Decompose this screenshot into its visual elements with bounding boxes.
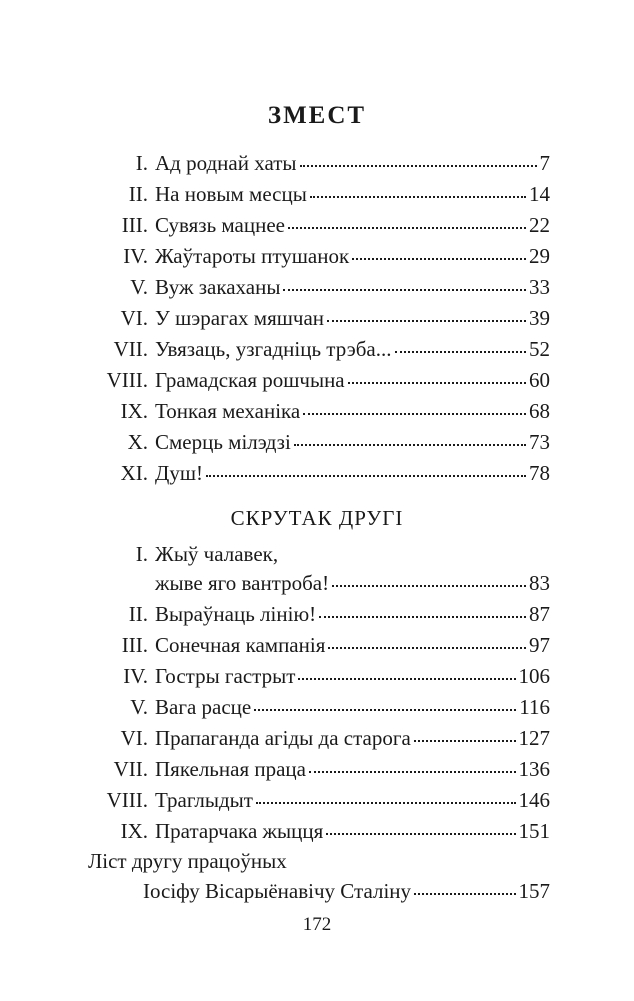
toc-entry	[70, 148, 550, 178]
chapter-title: У шэрагах мяшчан	[155, 306, 325, 330]
toc-entry	[70, 539, 550, 569]
chapter-title: Вуж закаханы	[155, 275, 281, 299]
chapter-title: Душ!	[155, 461, 203, 485]
chapter-page: 151	[518, 819, 550, 843]
chapter-page: 127	[518, 726, 550, 750]
chapter-number: IX.	[120, 819, 148, 843]
dot-leader	[414, 893, 515, 895]
toc-entry	[70, 754, 550, 784]
chapter-number: III.	[121, 213, 148, 237]
chapter-title: Пратарчака жыцця	[155, 819, 324, 843]
chapter-page: 146	[518, 788, 550, 812]
toc-entry	[70, 723, 550, 753]
chapter-number: VII.	[113, 757, 148, 781]
chapter-title: Гостры гастрыт	[155, 664, 296, 688]
chapter-number: VI.	[120, 726, 148, 750]
chapter-title: Траглыдыт	[155, 788, 253, 812]
toc-entry	[70, 599, 550, 629]
chapter-number: IV.	[123, 244, 148, 268]
chapter-page: 106	[518, 664, 550, 688]
dot-leader	[414, 740, 516, 742]
dot-leader	[256, 802, 516, 804]
chapter-title: Ад роднай хаты	[155, 151, 297, 175]
chapter-number: V.	[130, 695, 148, 719]
chapter-page: 116	[519, 695, 550, 719]
toc-entry	[70, 661, 550, 691]
dot-leader	[254, 709, 516, 711]
chapter-number: II.	[128, 602, 148, 626]
toc-entry	[70, 334, 550, 364]
chapter-page: 97	[529, 633, 550, 657]
chapter-title: Выраўнаць лінію!	[155, 602, 317, 626]
toc-entry	[70, 365, 550, 395]
dot-leader	[309, 771, 516, 773]
toc-entry	[70, 210, 550, 240]
chapter-page: 33	[529, 275, 550, 299]
dot-leader	[332, 585, 526, 587]
chapter-page: 73	[529, 430, 550, 454]
chapter-number: II.	[128, 182, 148, 206]
dot-leader	[319, 616, 526, 618]
chapter-number: I.	[135, 542, 148, 566]
chapter-number: IV.	[123, 664, 148, 688]
dot-leader	[328, 647, 526, 649]
dot-leader	[310, 196, 526, 198]
toc-entry-continuation	[70, 568, 550, 598]
dot-leader	[352, 258, 526, 260]
toc-entry	[70, 241, 550, 271]
dot-leader	[326, 833, 515, 835]
chapter-page: 7	[539, 151, 550, 175]
toc-entry	[70, 785, 550, 815]
chapter-title: Тонкая механіка	[155, 399, 301, 423]
chapter-page: 52	[529, 337, 550, 361]
chapter-page: 83	[529, 571, 550, 595]
chapter-page: 29	[529, 244, 550, 268]
chapter-title: жыве яго вантроба!	[155, 571, 330, 595]
chapter-page: 60	[529, 368, 550, 392]
chapter-number: I.	[135, 151, 148, 175]
chapter-page: 14	[529, 182, 550, 206]
chapter-title: На новым месцы	[155, 182, 307, 206]
dot-leader	[395, 351, 526, 353]
chapter-number: VIII.	[106, 788, 148, 812]
dot-leader	[298, 678, 515, 680]
chapter-number: X.	[127, 430, 148, 454]
chapter-title: Смерць мілэдзі	[155, 430, 291, 454]
letter-page: 157	[518, 879, 550, 903]
letter-title-line2: Іосіфу Вісарыёнавічу Сталіну	[143, 879, 412, 903]
toc-entry	[70, 396, 550, 426]
chapter-number: V.	[130, 275, 148, 299]
dot-leader	[300, 165, 537, 167]
chapter-number: IX.	[120, 399, 148, 423]
chapter-number: XI.	[120, 461, 148, 485]
chapter-title: Жаўтароты птушанок	[155, 244, 350, 268]
chapter-number: VIII.	[106, 368, 148, 392]
dot-leader	[294, 444, 526, 446]
chapter-page: 87	[529, 602, 550, 626]
toc-entry	[70, 630, 550, 660]
chapter-title: Вага расце	[155, 695, 252, 719]
chapter-title: Увязаць, узгадніць трэба...	[155, 337, 392, 361]
toc-entry	[70, 692, 550, 722]
toc-entry	[70, 272, 550, 302]
chapter-number: VII.	[113, 337, 148, 361]
chapter-page: 22	[529, 213, 550, 237]
chapter-title: Сонечная кампанія	[155, 633, 326, 657]
letter-title-line1: Ліст другу працоўных	[88, 849, 287, 873]
chapter-title: Прапаганда агіды да старога	[155, 726, 411, 750]
chapter-title: Пякельная праца	[155, 757, 306, 781]
toc-entry	[70, 816, 550, 846]
chapter-page: 68	[529, 399, 550, 423]
toc-entry	[70, 179, 550, 209]
dot-leader	[206, 475, 526, 477]
chapter-page: 39	[529, 306, 550, 330]
toc-entry	[70, 303, 550, 333]
chapter-page: 78	[529, 461, 550, 485]
toc-entry	[70, 458, 550, 488]
section-heading: СКРУТАК ДРУГІ	[230, 506, 404, 530]
page-number: 172	[302, 914, 332, 935]
toc-entry	[70, 427, 550, 457]
dot-leader	[288, 227, 526, 229]
chapter-page: 136	[518, 757, 550, 781]
dot-leader	[303, 413, 526, 415]
chapter-number: III.	[121, 633, 148, 657]
dot-leader	[348, 382, 526, 384]
contents-title: ЗМЕСТ	[267, 102, 367, 129]
chapter-title: Жыў чалавек,	[155, 542, 279, 566]
chapter-title: Сувязь мацнее	[155, 213, 285, 237]
toc-entry-letter	[143, 876, 550, 906]
chapter-title: Грамадская рошчына	[155, 368, 345, 392]
dot-leader	[327, 320, 526, 322]
chapter-number: VI.	[120, 306, 148, 330]
dot-leader	[283, 289, 526, 291]
